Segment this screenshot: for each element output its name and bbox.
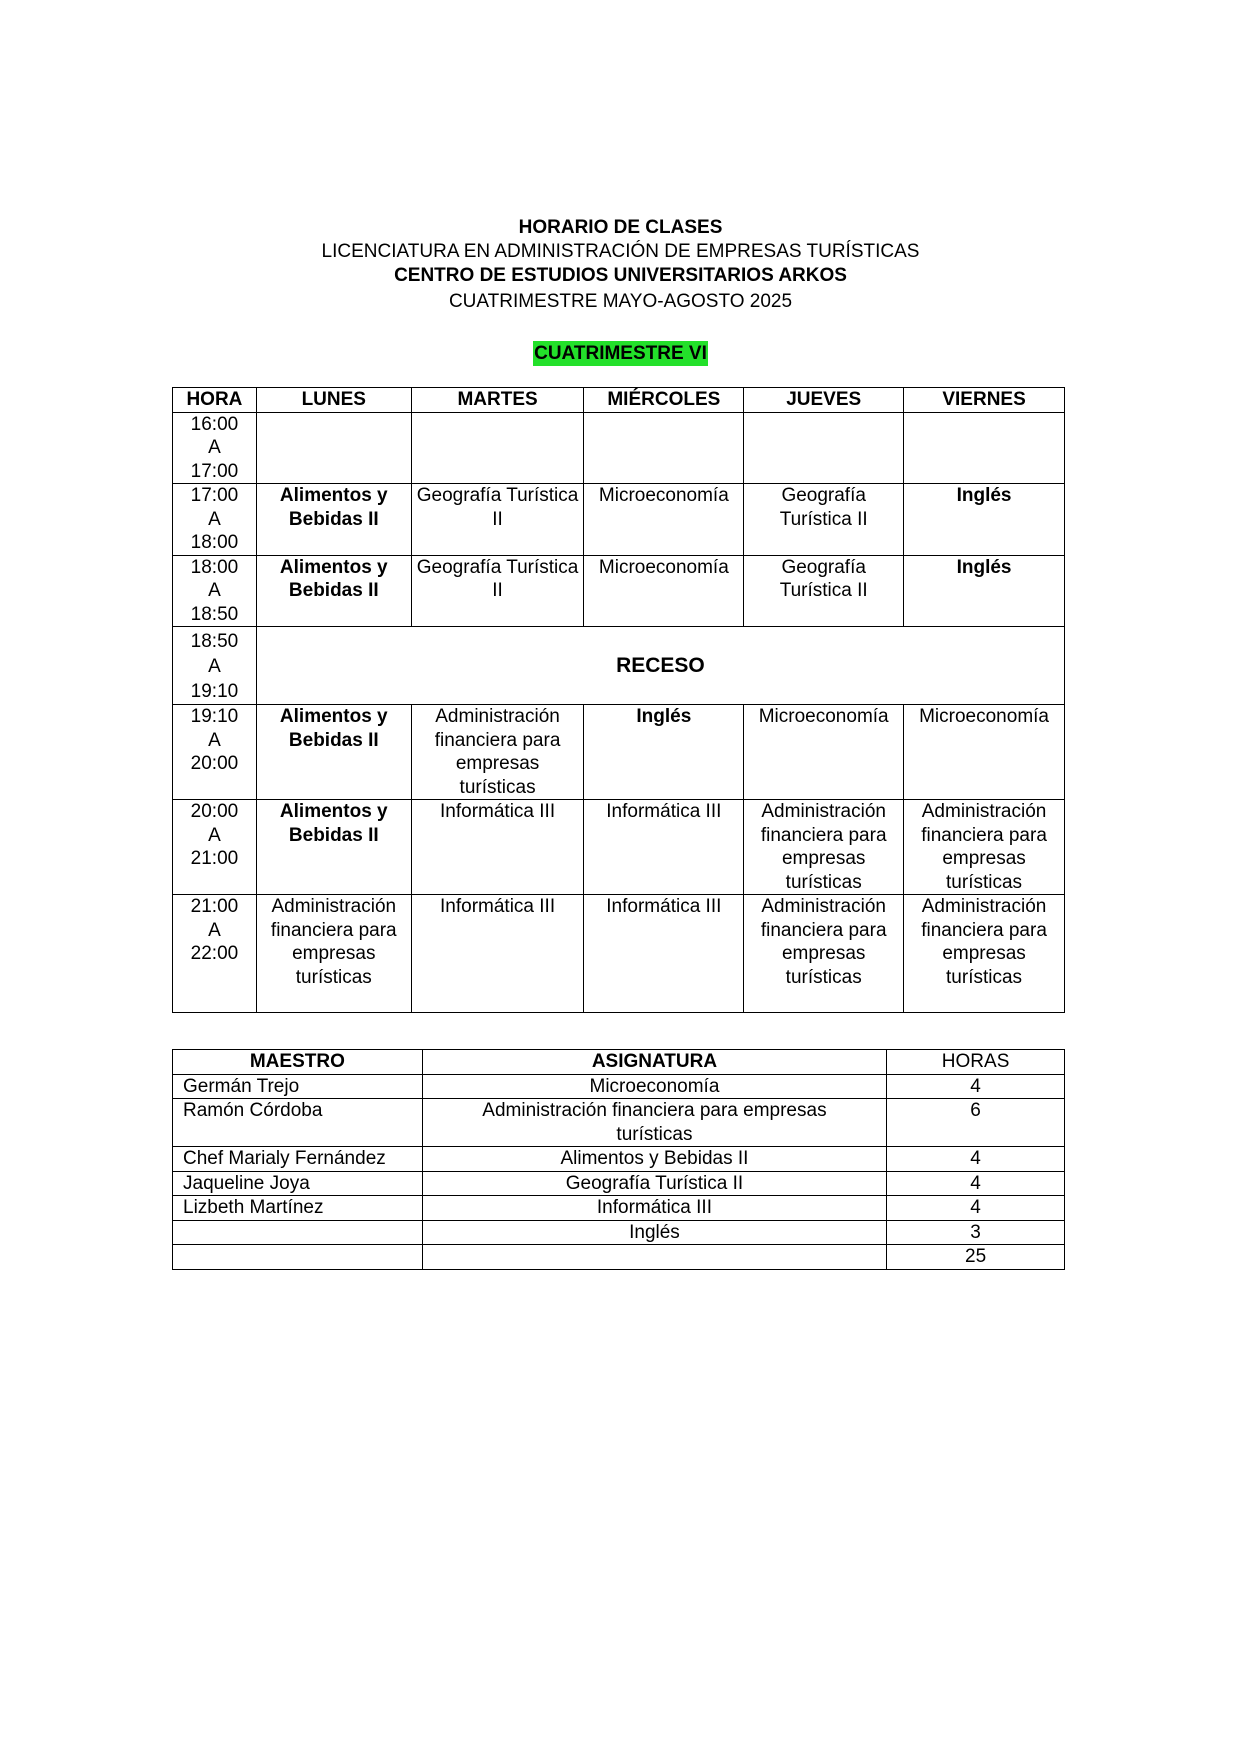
- class-cell: Administración financiera para empresas turísticas: [411, 705, 584, 800]
- table-row: [173, 705, 1065, 800]
- time-start: 21:00: [190, 896, 239, 917]
- class-cell: Informática III: [411, 895, 584, 1013]
- time-end: 20:00: [190, 753, 239, 774]
- time-slot: [173, 705, 257, 800]
- table-row: [173, 484, 1065, 556]
- header-lunes: LUNES: [256, 388, 411, 413]
- time-start: 18:00: [190, 556, 239, 578]
- class-cell: Geografía Turística II: [744, 555, 904, 627]
- time-slot: [173, 627, 257, 705]
- teachers-header-row: [173, 1050, 1065, 1075]
- class-cell: Microeconomía: [584, 484, 744, 556]
- time-sep: A: [208, 729, 221, 751]
- table-row: [173, 555, 1065, 627]
- class-cell: Administración financiera para empresas turísticas: [744, 800, 904, 895]
- time-start: 19:10: [190, 706, 239, 727]
- class-cell: Administración financiera para empresas turísticas: [904, 895, 1065, 1013]
- table-row: [173, 895, 1065, 1013]
- time-sep: A: [208, 508, 221, 530]
- header-maestro: MAESTRO: [173, 1050, 423, 1075]
- teacher-name: [173, 1245, 423, 1270]
- class-cell: [904, 412, 1065, 484]
- table-row: [173, 1099, 1065, 1147]
- teacher-name: [173, 1220, 423, 1245]
- table-row: [173, 1196, 1065, 1221]
- subject-name: Alimentos y Bebidas II: [422, 1147, 886, 1172]
- class-cell: Microeconomía: [584, 555, 744, 627]
- time-slot: [173, 412, 257, 484]
- time-sep: A: [208, 580, 221, 601]
- hours-total: 25: [887, 1245, 1065, 1270]
- class-cell: Administración financiera para empresas turísticas: [744, 895, 904, 1013]
- teacher-name: Ramón Córdoba: [173, 1099, 423, 1147]
- time-end: 18:00: [190, 532, 239, 553]
- teacher-name: Lizbeth Martínez: [173, 1196, 423, 1221]
- class-cell: Inglés: [904, 484, 1065, 556]
- recess-row: [173, 627, 1065, 705]
- time-start: 16:00: [190, 413, 239, 435]
- table-row: [173, 1171, 1065, 1196]
- class-cell: Geografía Turística II: [411, 555, 584, 627]
- header-hora: HORA: [173, 388, 257, 413]
- subject-name: Inglés: [422, 1220, 886, 1245]
- recess-cell: RECESO: [256, 627, 1064, 705]
- subject-name: Geografía Turística II: [422, 1171, 886, 1196]
- subject-name: [422, 1245, 886, 1270]
- time-sep: A: [208, 656, 221, 677]
- hours-value: 4: [887, 1196, 1065, 1221]
- class-cell: [256, 412, 411, 484]
- time-slot: [173, 484, 257, 556]
- time-start: 18:50: [190, 631, 239, 652]
- hours-value: 4: [887, 1147, 1065, 1172]
- class-cell: Alimentos y Bebidas II: [256, 705, 411, 800]
- teacher-name: Chef Marialy Fernández: [173, 1147, 423, 1172]
- table-row: [173, 1220, 1065, 1245]
- total-row: [173, 1245, 1065, 1270]
- header-asignatura: ASIGNATURA: [422, 1050, 886, 1075]
- term-label: CUATRIMESTRE VI: [534, 343, 707, 364]
- time-end: 21:00: [190, 848, 239, 869]
- schedule-header-row: [173, 388, 1065, 413]
- time-start: 20:00: [190, 801, 239, 822]
- time-sep: A: [208, 437, 221, 458]
- class-cell: Alimentos y Bebidas II: [256, 555, 411, 627]
- class-cell: Geografía Turística II: [411, 484, 584, 556]
- hours-value: 4: [887, 1074, 1065, 1099]
- class-cell: [584, 412, 744, 484]
- time-slot: [173, 800, 257, 895]
- class-cell: Microeconomía: [904, 705, 1065, 800]
- term-period: CUATRIMESTRE MAYO-AGOSTO 2025: [448, 291, 793, 312]
- class-cell: Administración financiera para empresas turísticas: [256, 895, 411, 1013]
- class-cell: Alimentos y Bebidas II: [256, 484, 411, 556]
- subject-name: Microeconomía: [422, 1074, 886, 1099]
- class-cell: Microeconomía: [744, 705, 904, 800]
- table-row: [173, 1074, 1065, 1099]
- class-cell: [744, 412, 904, 484]
- class-cell: [411, 412, 584, 484]
- hours-value: 4: [887, 1171, 1065, 1196]
- hours-value: 3: [887, 1220, 1065, 1245]
- class-cell: Inglés: [584, 705, 744, 800]
- table-row: [173, 800, 1065, 895]
- teachers-table: [172, 1049, 1065, 1270]
- table-row: [173, 1147, 1065, 1172]
- class-cell: Informática III: [584, 800, 744, 895]
- class-cell: Inglés: [904, 555, 1065, 627]
- teacher-name: Germán Trejo: [173, 1074, 423, 1099]
- header-miercoles: MIÉRCOLES: [584, 388, 744, 413]
- class-cell: Alimentos y Bebidas II: [256, 800, 411, 895]
- header-jueves: JUEVES: [744, 388, 904, 413]
- time-end: 22:00: [190, 943, 239, 964]
- header-viernes: VIERNES: [904, 388, 1065, 413]
- time-end: 19:10: [190, 681, 239, 702]
- table-row: [173, 412, 1065, 484]
- institution-name: CENTRO DE ESTUDIOS UNIVERSITARIOS ARKOS: [394, 265, 847, 286]
- title: HORARIO DE CLASES: [518, 217, 723, 238]
- header-horas: HORAS: [887, 1050, 1065, 1075]
- document-header: [0, 216, 1241, 366]
- time-slot: [173, 895, 257, 1013]
- class-cell: Administración financiera para empresas turísticas: [904, 800, 1065, 895]
- teacher-name: Jaqueline Joya: [173, 1171, 423, 1196]
- schedule-table: [172, 387, 1065, 1013]
- time-sep: A: [208, 919, 221, 941]
- time-start: 17:00: [190, 485, 239, 506]
- program-name: LICENCIATURA EN ADMINISTRACIÓN DE EMPRESAS TURÍSTICAS: [321, 241, 920, 262]
- time-sep: A: [208, 824, 221, 846]
- hours-value: 6: [887, 1099, 1065, 1147]
- class-cell: Informática III: [584, 895, 744, 1013]
- subject-name: Informática III: [422, 1196, 886, 1221]
- class-cell: Informática III: [411, 800, 584, 895]
- header-martes: MARTES: [411, 388, 584, 413]
- time-end: 18:50: [190, 603, 239, 625]
- time-slot: [173, 555, 257, 627]
- class-cell: Geografía Turística II: [744, 484, 904, 556]
- subject-name: Administración financiera para empresas turísticas: [422, 1099, 886, 1147]
- time-end: 17:00: [190, 460, 239, 482]
